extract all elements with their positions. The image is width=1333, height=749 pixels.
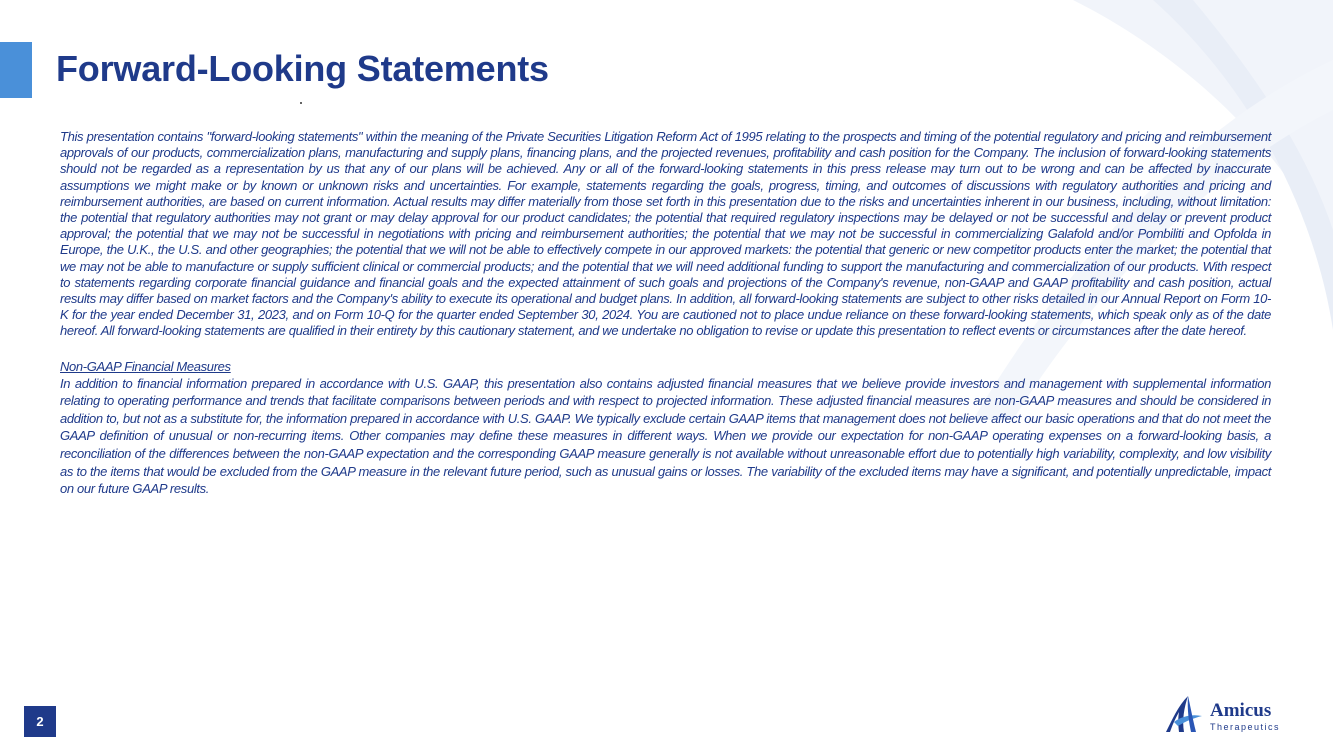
logo-wordmark: Amicus: [1210, 700, 1272, 721]
forward-looking-paragraph: This presentation contains "forward-looking statements" within the meaning of the Private Securities Litigation Reform Act of 1995 relating to the prospects and timing of the potential regulatory and pricing and reimbursement approvals of our products, commercialization plans, manufacturing and supply plans, financing plans, and the projected revenues, profitability and cash position for the Company. The inclusion of forward-looking statements should not be regarded as a representation by us that any of our plans will be achieved. Any or all of the forward-looking statements in this press release may turn out to be wrong and can be affected by inaccurate assumptions we might make or by known or unknown risks and uncertainties. For example, statements regarding the goals, progress, timing, and outcomes of discussions with regulatory authorities and pricing and reimbursement authorities, are based on current information. Actual results may differ materially from those set forth in this presentation due to the risks and uncertainties inherent in our business, including, without limitation: the potential that regulatory authorities may not grant or may delay approval for our product candidates; the potential that required regulatory inspections may be delayed or not be successful and delay or prevent product approval; the potential that we may not be successful in negotiations with pricing and reimbursement authorities; the potential that we may not be successful in commercializing Galafold and/or Pombiliti and Opfolda in Europe, the U.K., the U.S. and other geographies; the potential that we will not be able to effectively compete in our approved markets: the potential that generic or new competitor products enter the market; the potential that we may not be able to manufacture or supply sufficient clinical or commercial products; and the potential that we will need additional funding to support the manufacturing and commercialization of our products. With respect to statements regarding corporate financial guidance and financial goals and the expected attainment of such goals and projections of the Company's revenue, non-GAAP and GAAP profitability and cash position, actual results may differ based on market factors and the Company's ability to execute its operational and budget plans. In addition, all forward-looking statements are subject to other risks detailed in our Annual Report on Form 10-K for the year ended December 31, 2023, and on Form 10-Q for the quarter ended September 30, 2024. You are cautioned not to place undue reliance on these forward-looking statements, which speak only as of the date hereof. All forward-looking statements are qualified in their entirety by this cautionary statement, and we undertake no obligation to revise or update this presentation to reflect events or circumstances after the date hereof.: [60, 129, 1271, 339]
amicus-logo-icon: [1162, 692, 1208, 738]
page-title: Forward-Looking Statements: [56, 48, 549, 89]
page-number: 2: [24, 706, 56, 737]
non-gaap-heading: Non-GAAP Financial Measures: [60, 358, 231, 374]
title-accent-bar: [0, 42, 32, 98]
disclaimer-body: [60, 129, 1271, 498]
logo-subtitle: Therapeutics: [1210, 722, 1281, 732]
company-logo: [1162, 692, 1292, 738]
decorative-dot: [300, 102, 302, 104]
non-gaap-paragraph: In addition to financial information prepared in accordance with U.S. GAAP, this presentation also contains adjusted financial measures that we believe provide investors and management with supplemental information relating to operating performance and trends that facilitate comparisons between periods and with respect to projected information. These adjusted financial measures are non-GAAP measures and should be considered in addition to, but not as a substitute for, the information prepared in accordance with U.S. GAAP. We typically exclude certain GAAP items that management does not believe affect our basic operations and that do not meet the GAAP definition of unusual or non-recurring items. Other companies may define these measures in different ways. When we provide our expectation for non-GAAP operating expenses on a forward-looking basis, a reconciliation of the differences between the non-GAAP expectation and the corresponding GAAP measure generally is not available without unreasonable effort due to potentially high variability, complexity, and low visibility as to the items that would be excluded from the GAAP measure in the relevant future period, such as unusual gains or losses. The variability of the excluded items may have a significant, and potentially unpredictable, impact on our future GAAP results.: [60, 375, 1271, 497]
